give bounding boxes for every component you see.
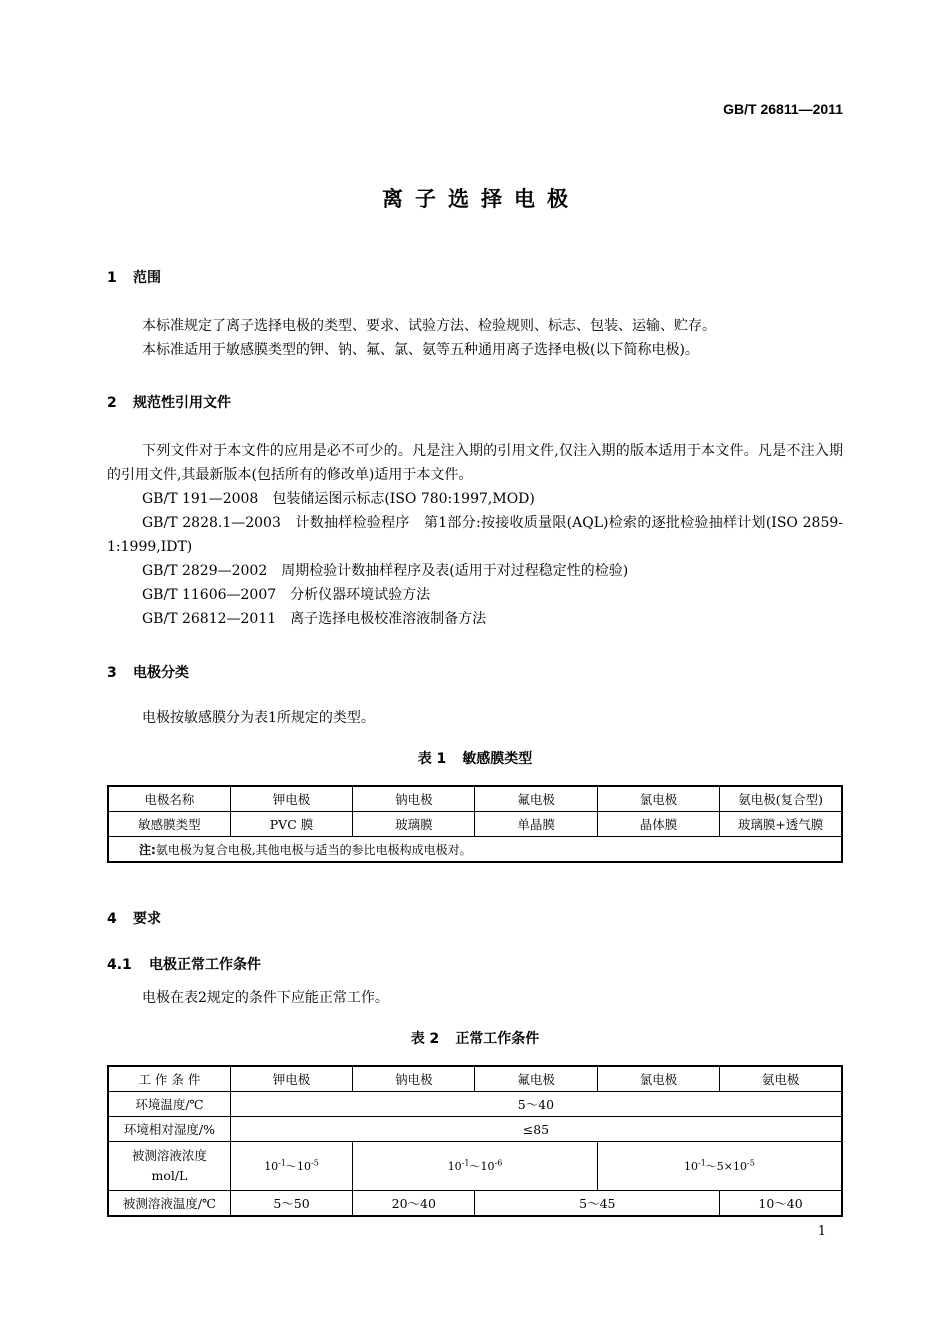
- table-1: [107, 785, 843, 863]
- table-note-row: [108, 837, 842, 863]
- table-cell: 5～45: [475, 1191, 720, 1217]
- table-cell: 氯电极: [597, 1066, 719, 1092]
- section-4-1-paragraph-1: 电极在表2规定的条件下应能正常工作。: [142, 990, 389, 1006]
- section-1-paragraph-1: 本标准规定了离子选择电极的类型、要求、试验方法、检验规则、标志、包装、运输、贮存。: [142, 318, 716, 334]
- section-title: 电极正常工作条件: [149, 957, 261, 973]
- table-cell: [597, 1142, 842, 1191]
- table-cell: 玻璃膜: [353, 812, 475, 837]
- section-title: 电极分类: [133, 665, 189, 681]
- table-row: [108, 1191, 842, 1217]
- table-cell: 氯电极: [597, 786, 719, 812]
- table-cell: 钾电极: [230, 1066, 352, 1092]
- section-1-paragraph-2: 本标准适用于敏感膜类型的钾、钠、氟、氯、氨等五种通用离子选择电极(以下简称电极)。: [142, 342, 699, 358]
- section-title: 范围: [133, 270, 161, 286]
- table-cell: 环境温度/℃: [108, 1092, 230, 1117]
- table-cell: 5～50: [230, 1191, 352, 1217]
- table-cell: 20～40: [353, 1191, 475, 1217]
- table-cell: 钠电极: [353, 786, 475, 812]
- table-cell: 10～40: [720, 1191, 842, 1217]
- table-cell: 氨电极: [720, 1066, 842, 1092]
- table-2: [107, 1065, 843, 1217]
- table-cell: [108, 1142, 230, 1191]
- reference-item: GB/T 191—2008 包装储运图示标志(ISO 780:1997,MOD): [142, 491, 535, 507]
- expr-part: 10: [296, 1160, 311, 1173]
- section-4-heading: [107, 908, 161, 928]
- section-number: 2: [107, 395, 117, 411]
- document-title: 离子选择电极: [382, 187, 580, 211]
- expr-part: ～: [285, 1160, 297, 1173]
- section-title: 规范性引用文件: [133, 395, 231, 411]
- table-cell: PVC 膜: [230, 812, 352, 837]
- section-4-1-heading: [107, 954, 261, 974]
- table-cell: 钾电极: [230, 786, 352, 812]
- section-2-heading: [107, 392, 231, 412]
- table-row: [108, 1092, 842, 1117]
- section-1-heading: [107, 267, 161, 287]
- table-header-row: [108, 786, 842, 812]
- expr-exponent: -5: [310, 1158, 319, 1168]
- table-caption-title: 正常工作条件: [455, 1031, 540, 1047]
- expr-exponent: -1: [278, 1158, 286, 1168]
- reference-item: GB/T 26812—2011 离子选择电极校准溶液制备方法: [142, 611, 487, 627]
- section-number: 3: [107, 665, 117, 681]
- cell-line: 被测溶液浓度: [131, 1148, 207, 1163]
- expr-part: 10: [264, 1160, 279, 1173]
- table-cell: [353, 1142, 598, 1191]
- table-cell: ≤85: [230, 1117, 842, 1142]
- expr-part: 10: [447, 1160, 462, 1173]
- note-text: 氨电极为复合电极,其他电极与适当的参比电极构成电极对。: [155, 842, 472, 857]
- section-number: 1: [107, 270, 117, 286]
- table-cell: [230, 1142, 352, 1191]
- table-1-caption: [0, 748, 950, 768]
- table-cell: 敏感膜类型: [108, 812, 230, 837]
- expr-part: ～: [469, 1160, 481, 1173]
- table-note: [108, 837, 842, 863]
- table-cell: 5～40: [230, 1092, 842, 1117]
- expr-exponent: -5: [747, 1158, 755, 1168]
- table-caption-title: 敏感膜类型: [462, 751, 533, 767]
- table-cell: 晶体膜: [597, 812, 719, 837]
- section-2-paragraph-1: 下列文件对于本文件的应用是必不可少的。凡是注入期的引用文件,仅注入期的版本适用于本文件。凡是不注入期的引用文件,其最新版本(包括所有的修改单)适用于本文件。: [107, 443, 843, 483]
- expr-exponent: -1: [461, 1158, 470, 1168]
- page-number: 1: [817, 1224, 826, 1239]
- section-title: 要求: [133, 911, 161, 927]
- table-header-row: [108, 1066, 842, 1092]
- table-cell: 环境相对湿度/%: [108, 1117, 230, 1142]
- section-3-heading: [107, 662, 189, 682]
- table-cell: 被测溶液温度/℃: [108, 1191, 230, 1217]
- cell-line: mol/L: [151, 1168, 188, 1183]
- table-row: [108, 812, 842, 837]
- table-cell: 钠电极: [353, 1066, 475, 1092]
- expr-exponent: -1: [698, 1158, 706, 1168]
- section-number: 4: [107, 911, 117, 927]
- table-caption-number: 表 1: [417, 751, 447, 767]
- table-cell: 氟电极: [475, 1066, 597, 1092]
- section-3-paragraph-1: 电极按敏感膜分为表1所规定的类型。: [142, 710, 375, 726]
- table-cell: 氟电极: [475, 786, 597, 812]
- reference-item: GB/T 11606—2007 分析仪器环境试验方法: [142, 587, 431, 603]
- table-caption-number: 表 2: [410, 1031, 440, 1047]
- reference-item: GB/T 2829—2002 周期检验计数抽样程序及表(适用于对过程稳定性的检验): [142, 563, 629, 579]
- expr-exponent: -6: [494, 1158, 503, 1168]
- expr-part: ～5×: [705, 1160, 734, 1173]
- note-label: 注:: [139, 842, 156, 857]
- table-cell: 玻璃膜+透气膜: [720, 812, 842, 837]
- table-cell: 电极名称: [108, 786, 230, 812]
- section-number: 4.1: [107, 957, 132, 973]
- expr-part: 10: [684, 1160, 698, 1173]
- reference-item: GB/T 2828.1—2003 计数抽样检验程序 第1部分:按接收质量限(AQL)检索的逐批检验抽样计划(ISO 2859-1:1999,IDT): [107, 515, 843, 555]
- expr-part: 10: [480, 1160, 495, 1173]
- table-row: [108, 1117, 842, 1142]
- table-row: [108, 1142, 842, 1191]
- standard-code: GB/T 26811—2011: [723, 101, 843, 117]
- table-cell: 单晶膜: [475, 812, 597, 837]
- table-2-caption: [0, 1028, 950, 1048]
- table-cell: 氨电极(复合型): [720, 786, 842, 812]
- table-cell: 工 作 条 件: [108, 1066, 230, 1092]
- expr-part: 10: [733, 1160, 748, 1173]
